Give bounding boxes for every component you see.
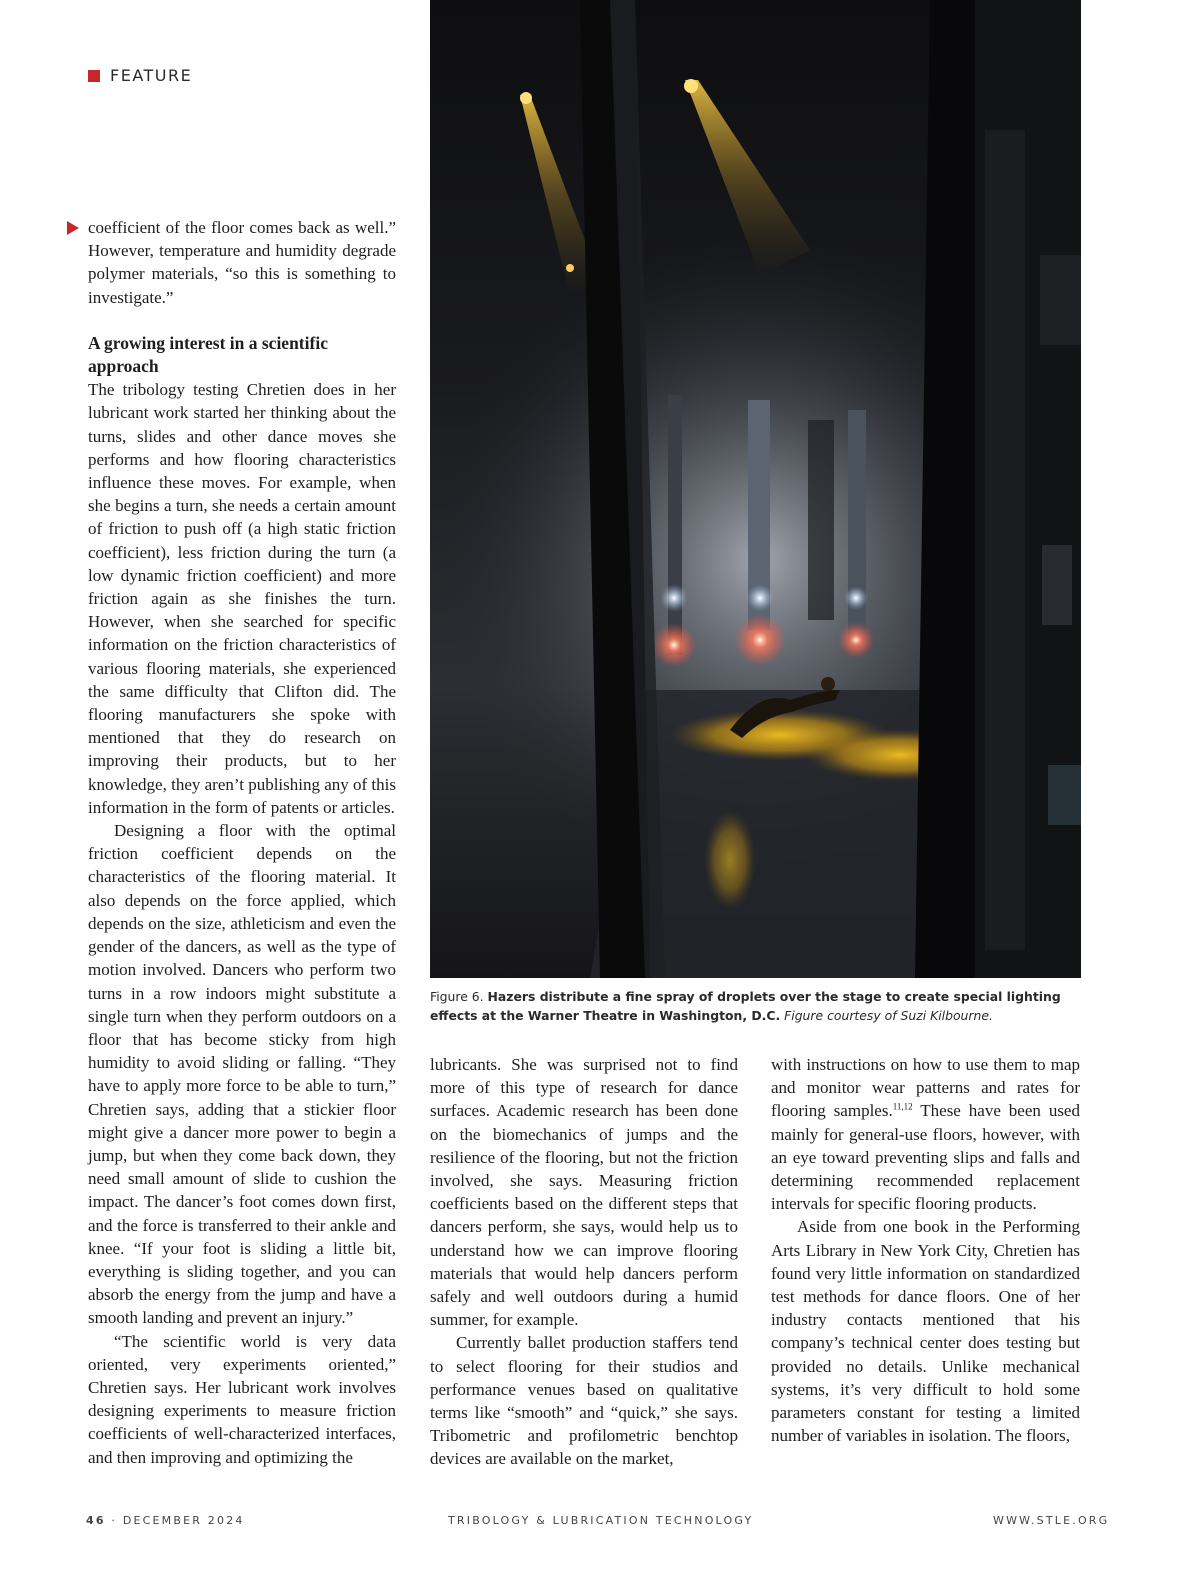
footer-separator: · (111, 1514, 118, 1527)
paragraph: lubricants. She was surprised not to find more of this type of research for dance surfaces. Academic research has been done on the biomechanics of jumps and the resilience of the flooring, but not the friction involved, she says. Measuring friction coefficients based on the different steps that dancers perform, she says, would help us to understand how we can improve flooring materials that would help dancers perform safely and well outdoors during a humid summer, for example. (430, 1055, 738, 1330)
figure-label: Figure 6. (430, 989, 484, 1004)
paragraph: The tribology testing Chretien does in her lubricant work started her thinking about the turns, slides and other dance moves she performs and how flooring characteristics influence these moves. For example, when she begins a turn, she needs a certain amount of friction to push off (a high static friction coefficient), less friction during the turn (a low dynamic friction coefficient) and more friction again as she finishes the turn. However, when she searched for specific information on the friction characteristics of various flooring materials, she experienced the same difficulty that Clifton did. The flooring manufacturers she spoke with mentioned that they do research on improving their products, but to her knowledge, they aren’t publishing any of this information in the form of patents or articles. (88, 380, 396, 817)
paragraph: Designing a floor with the optimal friction coefficient depends on the characteristics of the flooring material. It also depends on the force applied, which depends on the size, athleticism and even the gender of the dancers, as well as the type of motion involved. Dancers who perform two turns in a row indoors might substitute a single turn when they perform outdoors on a floor that has become sticky from high humidity to avoid sliding or falling. “They have to apply more force to be able to turn,” Chretien says, adding that a stickier floor might give a dancer more power to begin a jump, but when they come back down, they need small amount of slide to cushion the impact. The dancer’s foot comes down first, and the force is transferred to their ankle and knee. “If your foot is sliding a little bit, everything is sliding together, and you can absorb the energy from the jump and have a smooth landing and prevent an injury.” (88, 821, 396, 1328)
continued-arrow-icon (67, 221, 79, 235)
section-label: FEATURE (110, 66, 193, 85)
paragraph-text: These have been used mainly for general-use floors, however, with an eye toward preventing slips and falls and determining recommended replacement intervals for specific flooring products. (771, 1101, 1080, 1214)
figure-caption (430, 987, 1081, 1025)
page-number: 46 (86, 1514, 106, 1527)
paragraph-text: with instructions on how to use them to map and monitor wear patterns and rates for flooring samples. (771, 1055, 1080, 1121)
paragraph (771, 1053, 1080, 1215)
figure-credit: Figure courtesy of Suzi Kilbourne. (784, 1008, 993, 1023)
reference-superscript: 11,12 (892, 1101, 913, 1112)
paragraph: Currently ballet production staffers tend to select flooring for their studios and performance venues based on qualitative terms like “smooth” and “quick,” she says. Tribometric and profilometric benchtop devices are available on the market, (430, 1333, 738, 1469)
section-tag (88, 66, 192, 85)
paragraph: coefficient of the floor comes back as well.” However, temperature and humidity degrade polymer materials, “so this is something to investigate.” (88, 218, 396, 307)
figure-caption-text: Hazers distribute a fine spray of droplets over the stage to create special lighting effects at the Warner Theatre in Washington, D.C. (430, 989, 1061, 1023)
issue-date: DECEMBER 2024 (122, 1514, 245, 1527)
paragraph: “The scientific world is very data oriented, very experiments oriented,” Chretien says. Her lubricant work involves designing experiments to measure friction coefficients of well-characterized interfaces, and then improving and optimizing the (88, 1331, 396, 1467)
website-link[interactable]: WWW.STLE.ORG (993, 1514, 1110, 1527)
footer-issue (86, 1514, 245, 1527)
article-column-left (88, 216, 396, 1469)
stage-photo (430, 0, 1081, 978)
paragraph: Aside from one book in the Performing Arts Library in New York City, Chretien has found very little information on standardized test methods for dance floors. One of her industry contacts mentioned that his company’s technical center does testing but provided no details. Unlike mechanical systems, it’s very difficult to hold some parameters constant for testing a limited number of variables in isolation. The floors, (771, 1217, 1080, 1446)
article-column-right (771, 1053, 1080, 1447)
section-heading: A growing interest in a scientific approach (88, 332, 328, 377)
article-column-middle (430, 1053, 738, 1471)
section-marker-icon (88, 70, 100, 82)
publication-name: TRIBOLOGY & LUBRICATION TECHNOLOGY (448, 1514, 754, 1527)
stage-photo-illustration (430, 0, 1081, 978)
